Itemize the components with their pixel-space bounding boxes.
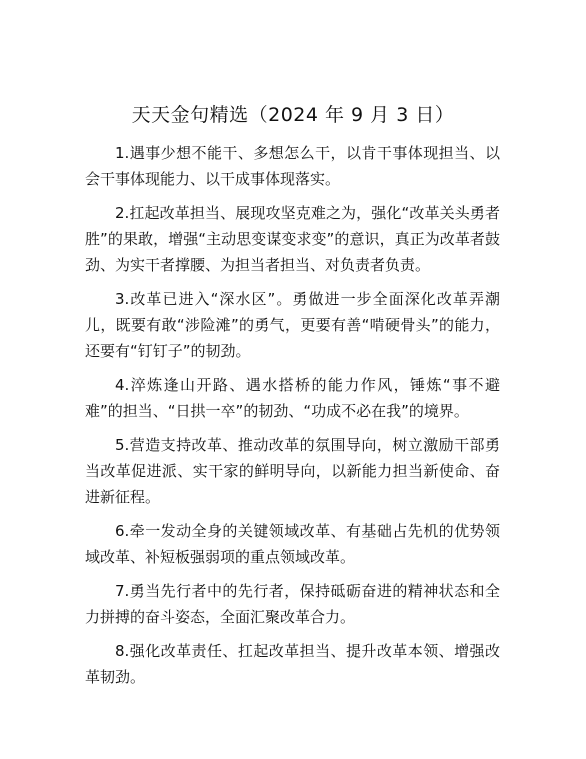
- paragraph-8: 8.强化改革责任、扛起改革担当、提升改革本领、增强改革韧劲。: [85, 642, 500, 686]
- paragraph-7: 7.勇当先行者中的先行者，保持砥砺奋进的精神状态和全力拼搏的奋斗姿态，全面汇聚改革合力。: [85, 582, 500, 626]
- paragraph-6: 6.牵一发动全身的关键领域改革、有基础占先机的优势领域改革、补短板强弱项的重点领域改革。: [85, 522, 500, 566]
- paragraph-1: 1.遇事少想不能干、多想怎么干，以肯干事体现担当、以会干事体现能力、以干成事体现落实。: [85, 144, 500, 188]
- paragraph-3: 3.改革已进入“深水区”。勇做进一步全面深化改革弄潮儿，既要有敢“涉险滩”的勇气，更要有善“啃硬骨头”的能力，还要有“钉钉子”的韧劲。: [85, 290, 500, 360]
- document-title: 天天金句精选（2024 年 9 月 3 日）: [131, 104, 455, 126]
- document-body: [85, 140, 500, 698]
- paragraph-2: 2.扛起改革担当、展现攻坚克难之为，强化“改革关头勇者胜”的果敢，增强“主动思变谋变求变”的意识，真正为改革者鼓劲、为实干者撑腰、为担当者担当、对负责者负责。: [85, 204, 500, 274]
- paragraph-4: 4.淬炼逢山开路、遇水搭桥的能力作风，锤炼“事不避难”的担当、“日拱一卒”的韧劲、“功成不必在我”的境界。: [85, 376, 500, 420]
- paragraph-5: 5.营造支持改革、推动改革的氛围导向，树立激励干部勇当改革促进派、实干家的鲜明导向，以新能力担当新使命、奋进新征程。: [85, 436, 500, 506]
